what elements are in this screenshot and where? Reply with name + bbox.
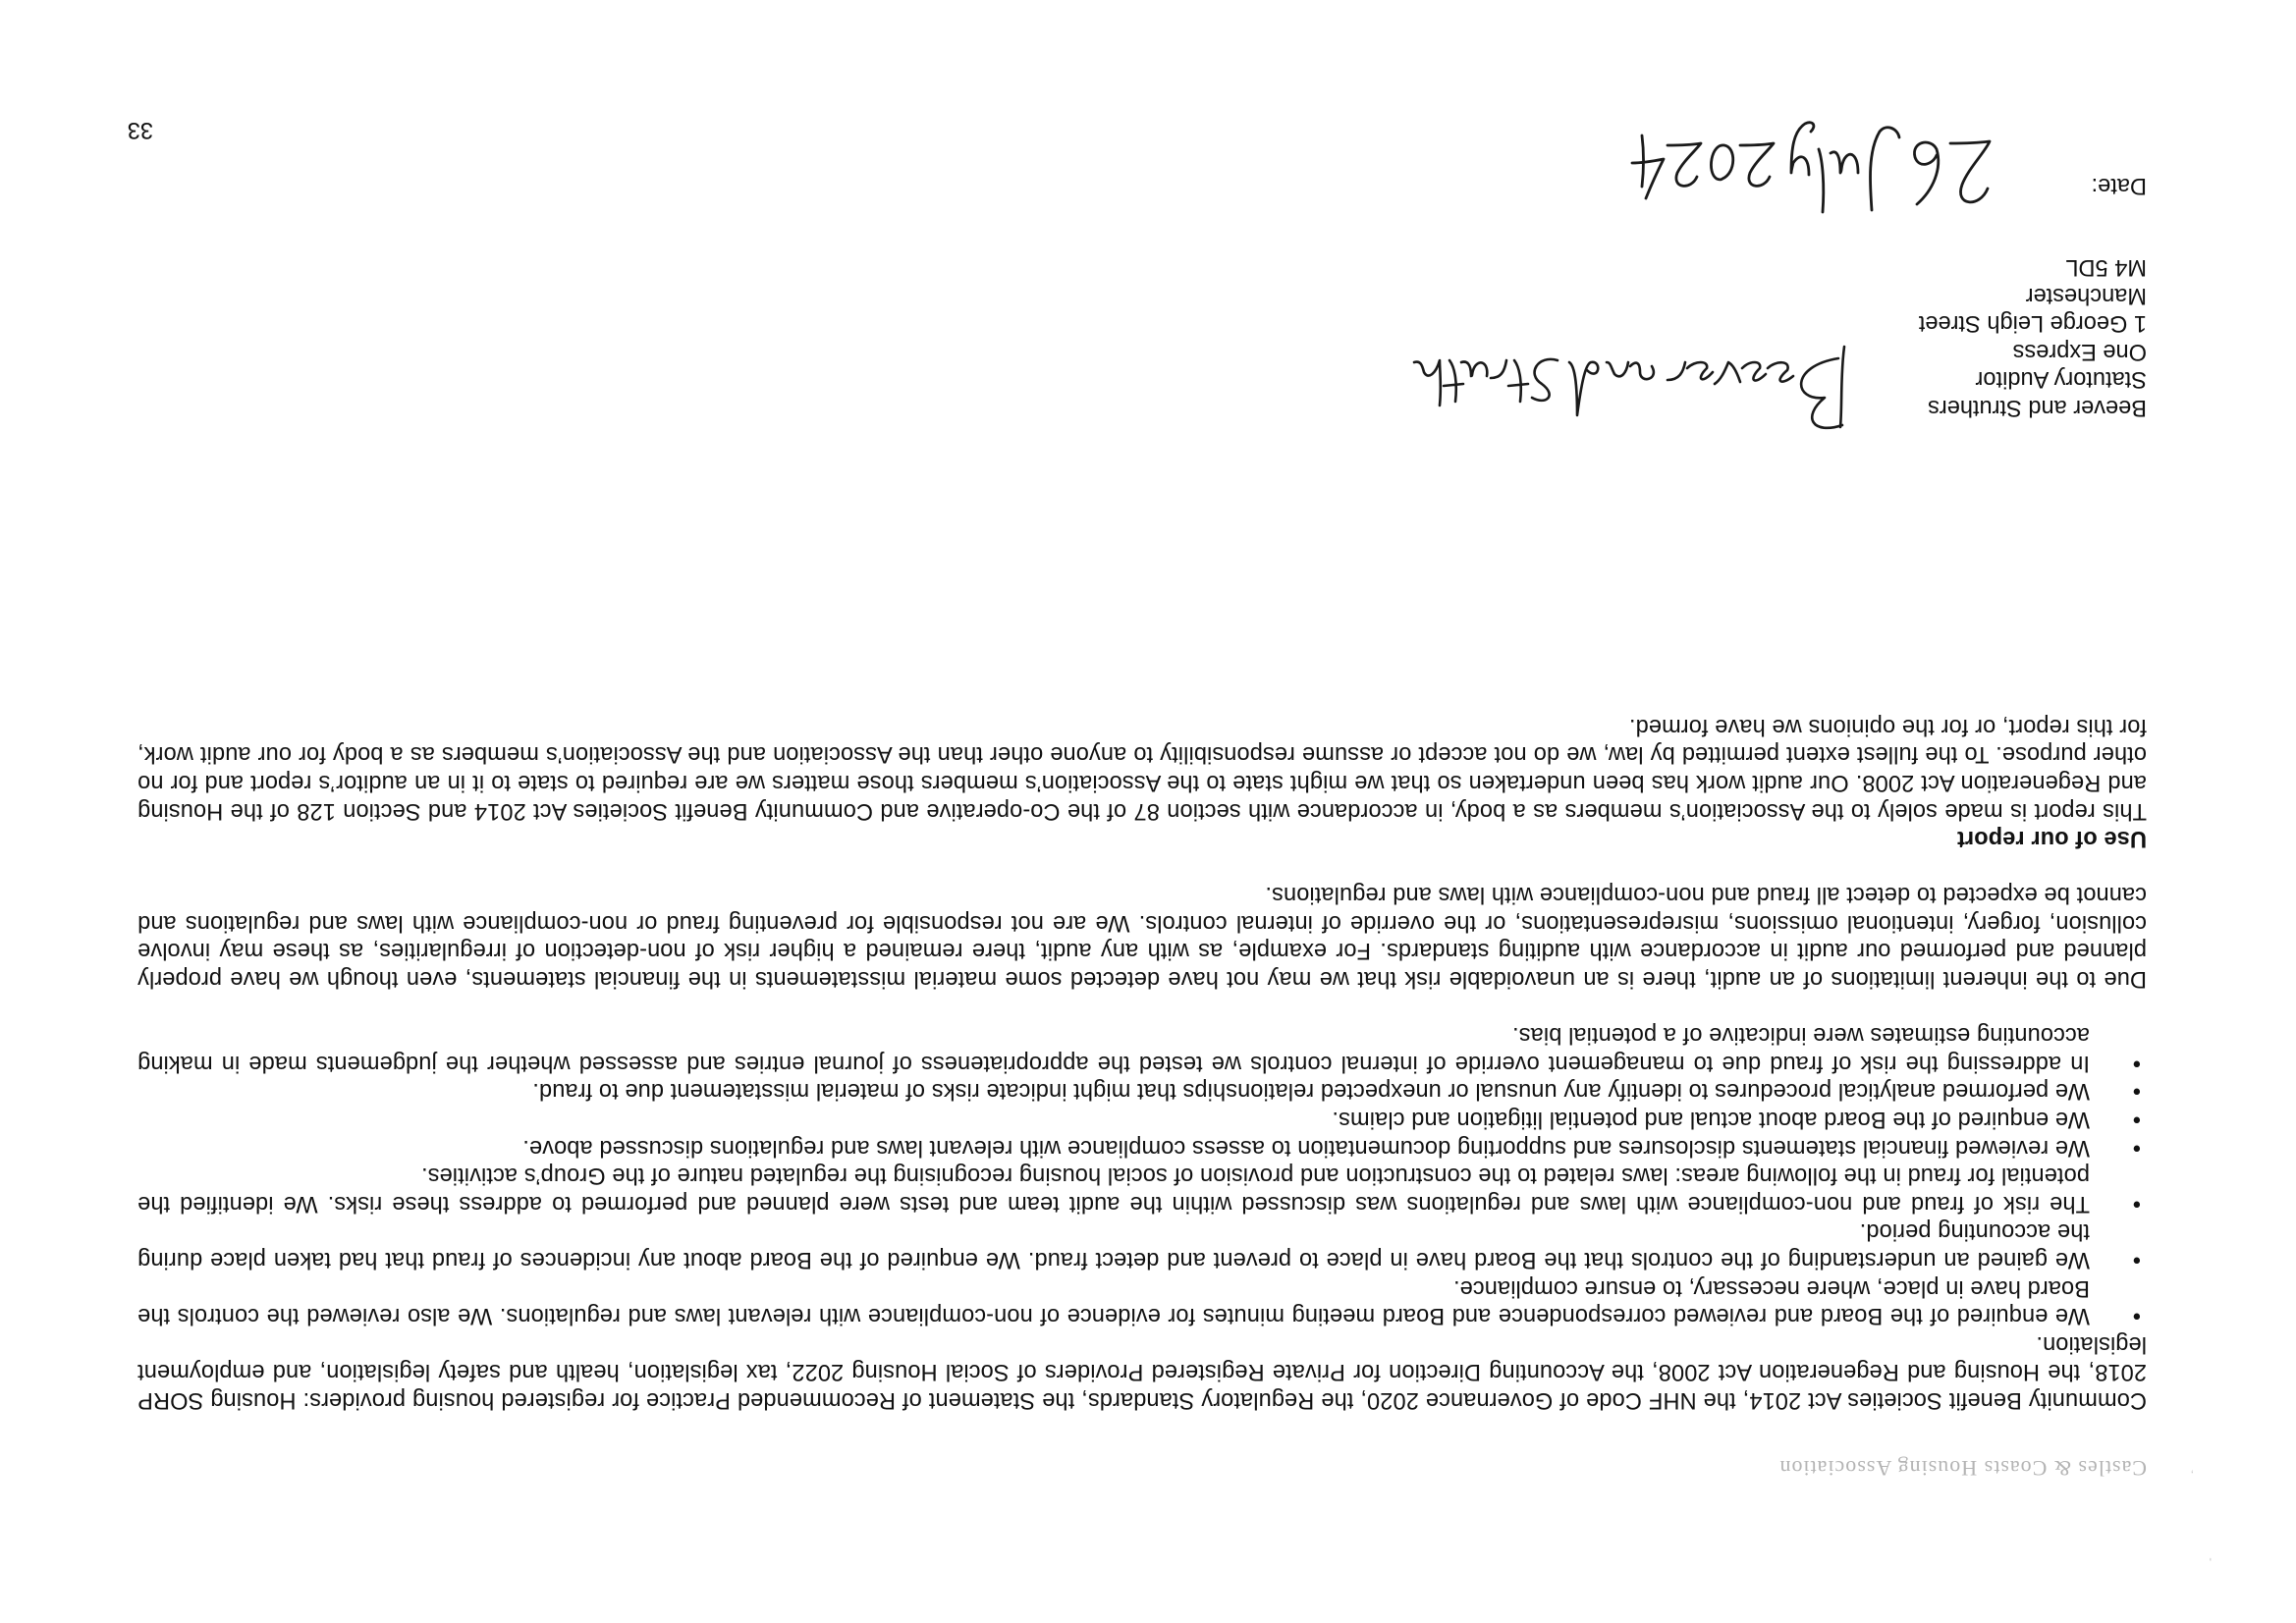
- handwritten-signature: [1400, 327, 1852, 445]
- list-item: • We gained an understanding of the controls that the Board have in place to prevent and detect fraud. We enquired of the Board about any incidences of fraud that had taken place during the accounting period.: [137, 1218, 2141, 1273]
- scan-mark: ,: [2190, 1469, 2194, 1483]
- bullet-icon: •: [2132, 1247, 2141, 1273]
- report-body: [137, 712, 2147, 1414]
- section-heading: Use of our report: [1956, 826, 2147, 852]
- bullet-icon: •: [2132, 1190, 2141, 1217]
- auditor-firm: Beever and Struthers: [1928, 395, 2147, 420]
- bullet-icon: •: [2132, 1078, 2141, 1105]
- limitations-paragraph: Due to the inherent limitations of an audit, there is an unavoidable risk that we may not have detected some material misstatements in the financial statements, even though we have properly planned and performed our audit in accordance with auditing standards. For example, as with any audit, there remained a higher risk of non-detection of irregularities, as these may involve collusion, forgery, intentional omissions, misrepresentations, or the override of internal controls. We are not responsible for preventing fraud or non-compliance with laws and regulations and cannot be expected to detect all fraud and non-compliance with laws and regulations.: [137, 882, 2147, 993]
- list-item: • The risk of fraud and non-compliance with laws and regulations was discussed within the audit team and tests were planned and performed to address these risks. We identified the potential for fraud in the following areas: laws related to the construction and provision of social housing recognising the regulated nature of the Group’s activities.: [137, 1163, 2141, 1217]
- list-item: • In addressing the risk of fraud due to management override of internal controls we tested the appropriateness of journal entries and assessed whether the judgements made in making accounting estimates were indicative of a potential bias.: [137, 1022, 2141, 1076]
- bullet-icon: •: [2132, 1107, 2141, 1133]
- handwritten-date: [1628, 116, 2001, 234]
- address-postcode: M4 5DL: [2065, 254, 2147, 281]
- bullet-icon: •: [2132, 1050, 2141, 1076]
- date-label: Date:: [2091, 173, 2147, 198]
- auditor-role: Statutory Auditor: [1975, 366, 2147, 393]
- address-street: 1 George Leigh Street: [1918, 310, 2147, 337]
- address-city: Manchester: [2025, 282, 2147, 308]
- organisation-header: Castles & Coasts Housing Association: [1778, 1456, 2147, 1481]
- list-item: • We performed analytical procedures to identify any unusual or unexpected relationships that might indicate risks of material misstatement due to fraud.: [532, 1078, 2141, 1105]
- procedures-list: [137, 1021, 2147, 1330]
- use-of-report-paragraph: This report is made solely to the Association’s members as a body, in accordance with section 87 of the Co-operative and Community Benefit Societies Act 2014 and Section 128 of the Housing and Regeneration Act 2008. Our audit work has been undertaken so that we might state to the Association’s members those matters we are required to state to it in an auditor’s report and for no other purpose. To the fullest extent permitted by law, we do not accept or assume responsibility to anyone other than the Association and the Association’s members as a body for our audit work, for this report, or for the opinions we have formed.: [137, 713, 2147, 824]
- page-number: 33: [127, 117, 153, 142]
- auditor-address-block: [1919, 252, 2147, 421]
- address-building: One Express: [2012, 338, 2147, 364]
- scan-mark: ': [2209, 1549, 2212, 1563]
- list-item: • We reviewed financial statements disclosures and supporting documentation to assess compliance with relevant laws and regulations discussed above.: [522, 1134, 2141, 1161]
- list-item: • We enquired of the Board and reviewed correspondence and Board meeting minutes for evidence of non-compliance with relevant laws and regulations. We also reviewed the controls the Board have in place, where necessary, to ensure compliance.: [137, 1274, 2141, 1329]
- intro-paragraph: Community Benefit Societies Act 2014, the NHF Code of Governance 2020, the Regulatory Standards, the Statement of Recommended Practice for registered housing providers: Housing SORP 2018, the Housing and Regeneration Act 2008, the Accounting Direction for Private Registered Providers of Social Housing 2022, tax legislation, health and safety legislation, and employment legislation.: [137, 1330, 2147, 1413]
- bullet-icon: •: [2132, 1134, 2141, 1161]
- list-item: • We enquired of the Board about actual and potential litigation and claims.: [1332, 1107, 2141, 1133]
- bullet-icon: •: [2132, 1303, 2141, 1329]
